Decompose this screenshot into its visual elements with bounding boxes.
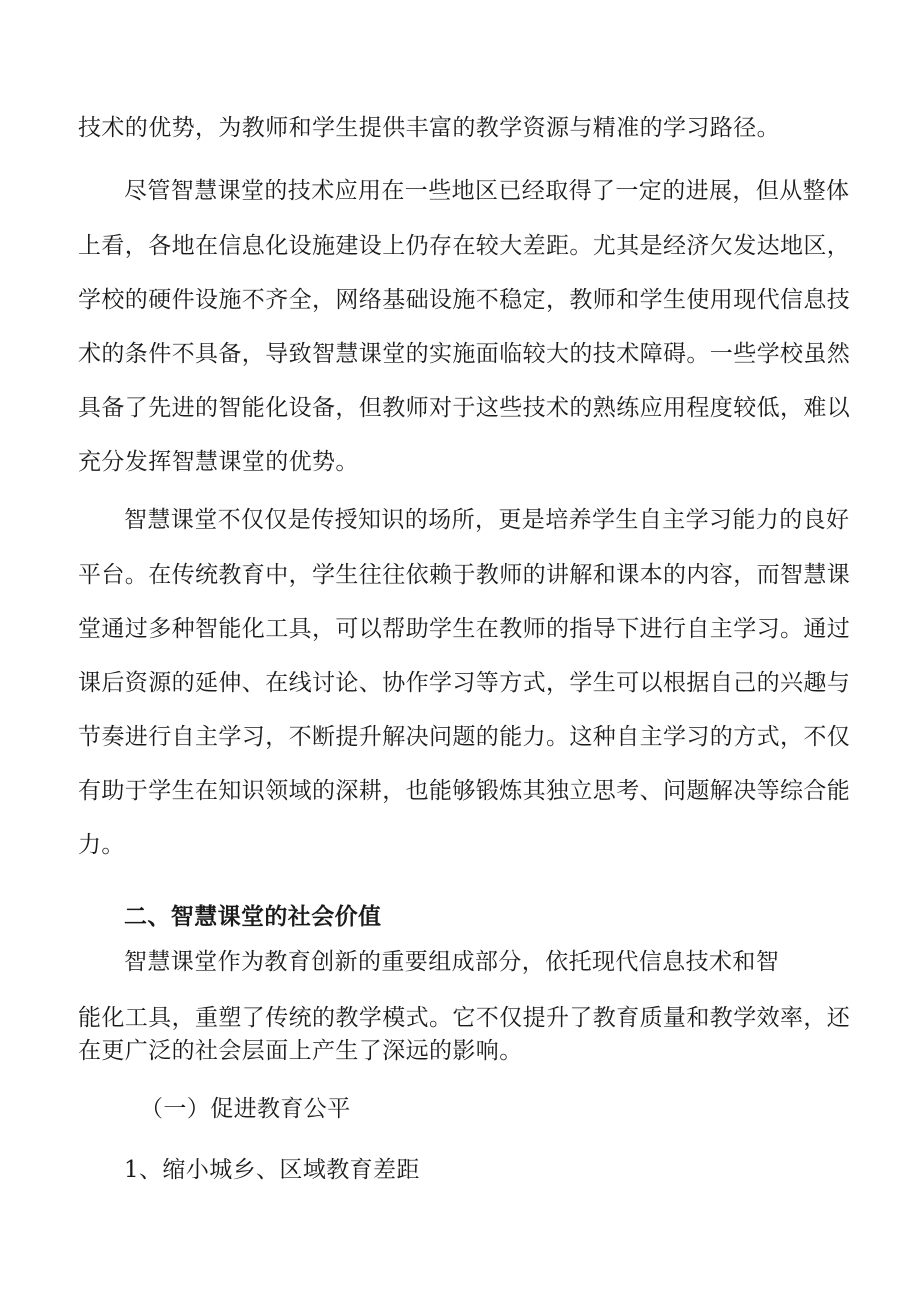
paragraph-line: 堂通过多种智能化工具，可以帮助学生在教师的指导下进行自主学习。通过 bbox=[78, 616, 851, 642]
paragraph-line: 在更广泛的社会层面上产生了深远的影响。 bbox=[78, 1038, 523, 1064]
paragraph-line: 力。 bbox=[78, 832, 125, 858]
paragraph-line: 学校的硬件设施不齐全，网络基础设施不稳定，教师和学生使用现代信息技 bbox=[78, 287, 851, 313]
paragraph-line: 节奏进行自主学习，不断提升解决问题的能力。这种自主学习的方式，不仅 bbox=[78, 724, 851, 750]
subsection-heading: 1、缩小城乡、区域教育差距 bbox=[124, 1157, 420, 1183]
section-heading: 二、智慧课堂的社会价值 bbox=[124, 903, 382, 930]
paragraph-line: 充分发挥智慧课堂的优势。 bbox=[78, 449, 359, 475]
paragraph-line: 有助于学生在知识领域的深耕，也能够锻炼其独立思考、问题解决等综合能 bbox=[78, 778, 851, 804]
paragraph-line: 具备了先进的智能化设备，但教师对于这些技术的熟练应用程度较低，难以 bbox=[78, 395, 851, 421]
paragraph-line: 尽管智慧课堂的技术应用在一些地区已经取得了一定的进展，但从整体 bbox=[124, 178, 850, 204]
paragraph-line: 技术的优势，为教师和学生提供丰富的教学资源与精准的学习路径。 bbox=[78, 115, 780, 141]
paragraph-line: 课后资源的延伸、在线讨论、协作学习等方式，学生可以根据自己的兴趣与 bbox=[78, 670, 851, 696]
paragraph-line: 术的条件不具备，导致智慧课堂的实施面临较大的技术障碍。一些学校虽然 bbox=[78, 341, 851, 367]
paragraph-line: 平台。在传统教育中，学生往往依赖于教师的讲解和课本的内容，而智慧课 bbox=[78, 562, 851, 588]
paragraph-line: 能化工具，重塑了传统的教学模式。它不仅提升了教育质量和教学效率，还 bbox=[78, 1005, 851, 1031]
paragraph-line: 智慧课堂作为教育创新的重要组成部分，依托现代信息技术和智 bbox=[124, 949, 780, 975]
subsection-heading: （一）促进教育公平 bbox=[140, 1096, 351, 1122]
paragraph-line: 上看，各地在信息化设施建设上仍存在较大差距。尤其是经济欠发达地区， bbox=[78, 233, 851, 259]
paragraph-line: 智慧课堂不仅仅是传授知识的场所，更是培养学生自主学习能力的良好 bbox=[124, 507, 850, 533]
